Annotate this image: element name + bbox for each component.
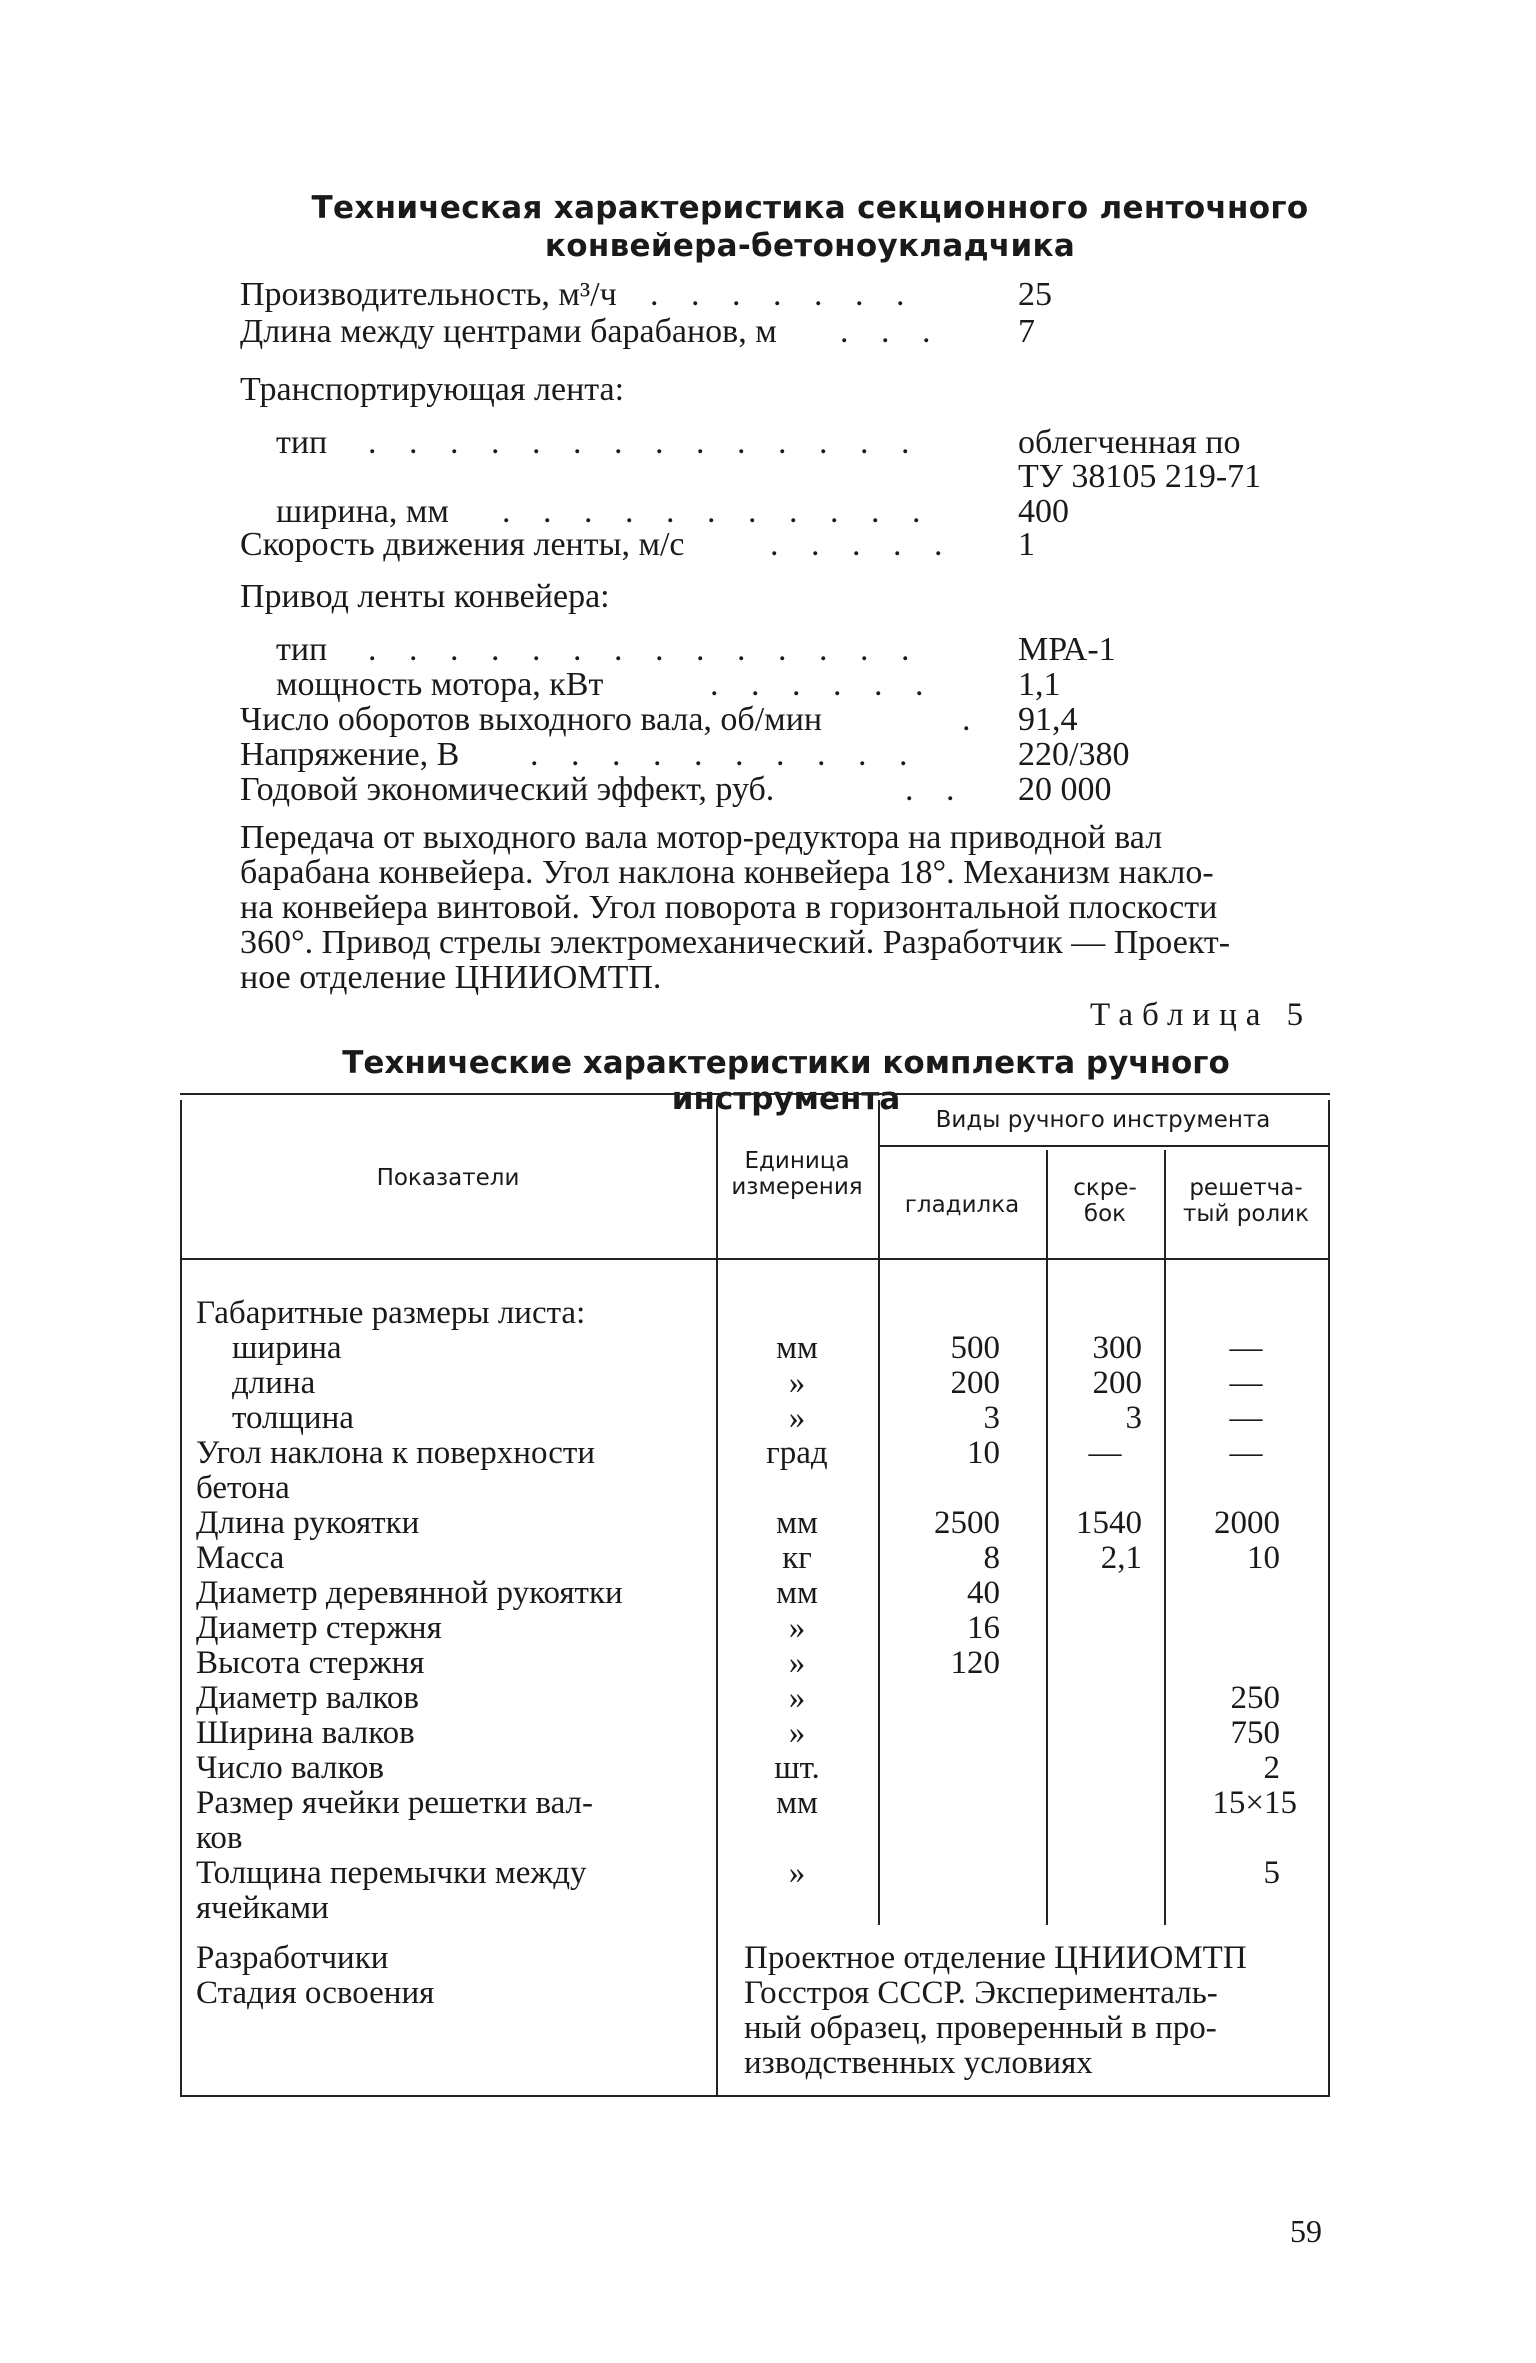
row-unit: » bbox=[788, 1855, 806, 1891]
row-name: ков bbox=[196, 1820, 243, 1856]
description-paragraph bbox=[240, 820, 1334, 995]
row-c1: 40 bbox=[967, 1575, 1000, 1611]
row-name: толщина bbox=[232, 1400, 354, 1436]
table-bottom-rule bbox=[180, 2095, 1330, 2097]
row-name: Габаритные размеры листа: bbox=[196, 1295, 586, 1331]
spec-value: 1 bbox=[1018, 526, 1035, 563]
paragraph-line: барабана конвейера. Угол наклона конвейера 18°. Механизм накло- bbox=[240, 854, 1214, 891]
footer-text-line: ный образец, проверенный в про- bbox=[744, 2010, 1217, 2046]
row-name: Масса bbox=[196, 1540, 285, 1576]
spec-value: облегченная по bbox=[1018, 424, 1241, 461]
header-tool-group: Виды ручного инструмента bbox=[935, 1107, 1271, 1133]
row-name: Высота стержня bbox=[196, 1645, 425, 1681]
footer-developers-label: Разработчики bbox=[196, 1940, 389, 1976]
spec-row: Число оборотов выходного вала, об/мин . 91,4 bbox=[240, 701, 1078, 738]
header-bottom-rule bbox=[180, 1258, 1330, 1260]
page-number: 59 bbox=[1290, 2213, 1322, 2249]
table-title: Технические характеристики комплекта ручного инструмента bbox=[342, 1045, 1230, 1117]
spec-value: 400 bbox=[1018, 493, 1069, 530]
row-c1: 16 bbox=[967, 1610, 1000, 1646]
paragraph-line: на конвейера винтовой. Угол поворота в горизонтальной плоскости bbox=[240, 889, 1218, 926]
spec-label: Транспортирующая лента: bbox=[240, 371, 625, 408]
row-unit: мм bbox=[776, 1575, 818, 1611]
table-right-rule bbox=[1328, 1100, 1330, 2095]
row-name: Длина рукоятки bbox=[196, 1505, 420, 1541]
spec-value: 1,1 bbox=[1018, 666, 1061, 703]
row-c1: 120 bbox=[950, 1645, 1000, 1681]
row-name: длина bbox=[232, 1365, 316, 1401]
row-name: Диаметр валков bbox=[196, 1680, 419, 1716]
row-unit: » bbox=[788, 1610, 806, 1646]
row-name: Диаметр деревянной рукоятки bbox=[196, 1575, 623, 1611]
row-c3: 2000 bbox=[1214, 1505, 1280, 1541]
spec-value: 91,4 bbox=[1018, 701, 1078, 738]
paragraph-line: Передача от выходного вала мотор-редуктора на приводной вал bbox=[240, 819, 1163, 856]
header-unit-1: Единица bbox=[744, 1148, 850, 1174]
row-c1: 10 bbox=[967, 1435, 1000, 1471]
row-name: Диаметр стержня bbox=[196, 1610, 442, 1646]
spec-value-cont: ТУ 38105 219-71 bbox=[1018, 458, 1262, 495]
row-c2: 2,1 bbox=[1100, 1540, 1142, 1576]
spec-label: Длина между центрами барабанов, м bbox=[240, 313, 777, 350]
row-c2: 3 bbox=[1125, 1400, 1142, 1436]
row-unit: мм bbox=[776, 1785, 818, 1821]
table-label: Таблица 5 bbox=[1090, 997, 1313, 1033]
row-unit: » bbox=[788, 1365, 806, 1401]
row-c3: 250 bbox=[1230, 1680, 1280, 1716]
row-unit: » bbox=[788, 1715, 806, 1751]
row-c2: 1540 bbox=[1076, 1505, 1142, 1541]
row-unit: » bbox=[788, 1400, 806, 1436]
spec-label: тип bbox=[276, 631, 328, 668]
row-c3: 2 bbox=[1263, 1750, 1280, 1786]
row-unit: » bbox=[788, 1680, 806, 1716]
row-name: Толщина перемычки между bbox=[196, 1855, 587, 1891]
header-col-scraper-2: бок bbox=[1083, 1201, 1127, 1227]
header-col-scraper-1: скре- bbox=[1073, 1175, 1137, 1201]
header-unit-2: измерения bbox=[731, 1174, 863, 1200]
spec-row: тип . . . . . . . . . . . . . . МРА-1 bbox=[276, 631, 1116, 668]
row-c1: 500 bbox=[950, 1330, 1000, 1366]
spec-label: Число оборотов выходного вала, об/мин bbox=[240, 701, 823, 738]
paragraph-line: ное отделение ЦНИИОМТП. bbox=[240, 959, 662, 996]
spec-row bbox=[240, 370, 1340, 410]
row-c1: 200 bbox=[950, 1365, 1000, 1401]
row-c1: 2500 bbox=[934, 1505, 1000, 1541]
spec-value: 20 000 bbox=[1018, 771, 1112, 808]
row-c2: — bbox=[1088, 1435, 1122, 1471]
row-unit: град bbox=[766, 1435, 828, 1471]
spec-label: мощность мотора, кВт bbox=[276, 666, 604, 703]
row-c3: — bbox=[1229, 1435, 1263, 1471]
row-name: Число валков bbox=[196, 1750, 384, 1786]
spec-label: Привод ленты конвейера: bbox=[240, 578, 610, 615]
row-name: Угол наклона к поверхности bbox=[196, 1435, 596, 1471]
footer-text-line: Проектное отделение ЦНИИОМТП bbox=[744, 1940, 1247, 1976]
spec-label: ширина, мм bbox=[276, 493, 449, 530]
spec-row bbox=[240, 577, 1340, 617]
table-top-rule bbox=[180, 1093, 1330, 1095]
spec-value: 25 bbox=[1018, 276, 1052, 313]
header-col-smoother: гладилка bbox=[904, 1192, 1020, 1218]
footer-stage-label: Стадия освоения bbox=[196, 1975, 435, 2011]
row-c1: 3 bbox=[983, 1400, 1000, 1436]
spec-value: 7 bbox=[1018, 313, 1035, 350]
section-title-cont: конвейера-бетоноукладчика bbox=[544, 228, 1076, 264]
header-group-rule bbox=[878, 1145, 1330, 1147]
spec-row: Производительность, м³/ч . . . . . . . 25 bbox=[240, 276, 1052, 313]
header-col-roller-1: решетча- bbox=[1189, 1175, 1303, 1201]
footer-text-line: Госстроя СССР. Эксперименталь- bbox=[744, 1975, 1218, 2011]
row-name: Размер ячейки решетки вал- bbox=[196, 1785, 593, 1821]
row-c3: 10 bbox=[1247, 1540, 1280, 1576]
table-left-rule bbox=[180, 1100, 182, 2095]
spec-value: 220/380 bbox=[1018, 736, 1130, 773]
row-c3: — bbox=[1229, 1365, 1263, 1401]
row-unit: мм bbox=[776, 1505, 818, 1541]
spec-row: Длина между центрами барабанов, м . . . 7 bbox=[240, 313, 1035, 350]
spec-label: Производительность, м³/ч bbox=[240, 276, 617, 313]
row-c3: 15×15 bbox=[1212, 1785, 1297, 1821]
row-c3: 750 bbox=[1230, 1715, 1280, 1751]
paragraph-line: 360°. Привод стрелы электромеханический. Разработчик — Проект- bbox=[240, 924, 1231, 961]
row-unit: » bbox=[788, 1645, 806, 1681]
row-c3: — bbox=[1229, 1330, 1263, 1366]
spec-row: Скорость движения ленты, м/с . . . . . 1 bbox=[240, 526, 1035, 563]
row-unit: мм bbox=[776, 1330, 818, 1366]
row-unit: шт. bbox=[774, 1750, 820, 1786]
spec-value: МРА-1 bbox=[1018, 631, 1116, 668]
spec-row: ширина, мм . . . . . . . . . . . 400 bbox=[276, 493, 1069, 530]
spec-label: тип bbox=[276, 424, 328, 461]
row-name: Ширина валков bbox=[196, 1715, 415, 1751]
row-name: ширина bbox=[232, 1330, 342, 1366]
spec-row: Годовой экономический эффект, руб. . . 20 000 bbox=[240, 771, 1112, 808]
row-c2: 300 bbox=[1092, 1330, 1142, 1366]
spec-row: тип . . . . . . . . . . . . . . облегченная по ТУ 38105 219-71 bbox=[276, 424, 1262, 495]
row-unit: кг bbox=[782, 1540, 812, 1576]
header-col-roller-2: тый ролик bbox=[1182, 1201, 1310, 1227]
footer-text-line: изводственных условиях bbox=[744, 2045, 1093, 2081]
spec-label: Скорость движения ленты, м/с bbox=[240, 526, 685, 563]
row-name: бетона bbox=[196, 1470, 290, 1506]
spec-label: Напряжение, В bbox=[240, 736, 460, 773]
header-indicator: Показатели bbox=[376, 1165, 520, 1191]
spec-row: Напряжение, В . . . . . . . . . . 220/380 bbox=[240, 736, 1130, 773]
row-name: ячейками bbox=[196, 1890, 329, 1926]
spec-row: мощность мотора, кВт . . . . . . 1,1 bbox=[276, 666, 1061, 703]
section-title: Техническая характеристика секционного ленточного bbox=[311, 190, 1309, 226]
spec-label: Годовой экономический эффект, руб. bbox=[240, 771, 775, 808]
row-c1: 8 bbox=[983, 1540, 1000, 1576]
row-c2: 200 bbox=[1092, 1365, 1142, 1401]
row-c3: 5 bbox=[1263, 1855, 1280, 1891]
row-c3: — bbox=[1229, 1400, 1263, 1436]
